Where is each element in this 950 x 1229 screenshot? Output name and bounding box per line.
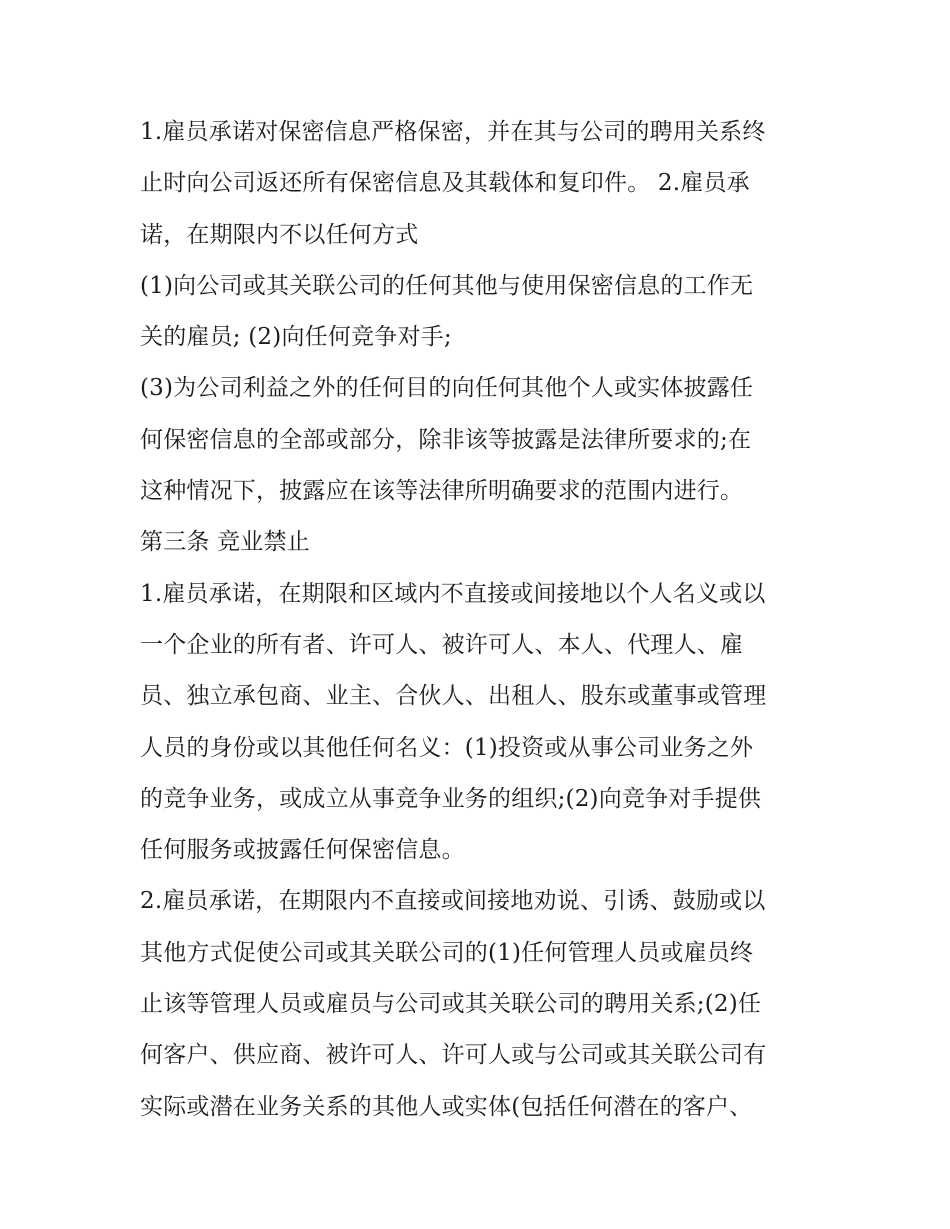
paragraph-line: 人员的身份或以其他任何名义：(1)投资或从事公司业务之外 — [140, 734, 754, 761]
paragraph-line: 实际或潜在业务关系的其他人或实体(包括任何潜在的客户、 — [140, 1093, 753, 1120]
paragraph-line: 1.雇员承诺对保密信息严格保密，并在其与公司的聘用关系终 — [140, 119, 766, 145]
paragraph-line: (1)向公司或其关联公司的任何其他与使用保密信息的工作无 — [140, 272, 754, 299]
paragraph-line: 其他方式促使公司或其关联公司的(1)任何管理人员或雇员终 — [140, 939, 754, 966]
paragraph-line: 关的雇员; (2)向任何竞争对手; — [140, 324, 452, 351]
section-heading: 第三条 竞业禁止 — [140, 529, 310, 556]
paragraph-line: 何保密信息的全部或部分，除非该等披露是法律所要求的;在 — [140, 426, 752, 453]
paragraph-line: (3)为公司利益之外的任何目的向任何其他个人或实体披露任 — [140, 375, 754, 402]
paragraph-line: 员、独立承包商、业主、合伙人、出租人、股东或董事或管理 — [140, 683, 767, 710]
paragraph-line: 2.雇员承诺，在期限内不直接或间接地劝说、引诱、鼓励或以 — [140, 888, 766, 915]
paragraph-line: 一个企业的所有者、许可人、被许可人、本人、代理人、雇 — [140, 631, 744, 658]
paragraph-line: 任何服务或披露任何保密信息。 — [140, 837, 465, 864]
paragraph-line: 的竞争业务，或成立从事竞争业务的组织;(2)向竞争对手提供 — [140, 785, 762, 812]
paragraph-line: 止该等管理人员或雇员与公司或其关联公司的聘用关系;(2)任 — [140, 991, 762, 1018]
paragraph-line: 诺，在期限内不以任何方式 — [140, 221, 419, 248]
document-body — [140, 107, 812, 1133]
paragraph-line: 这种情况下，披露应在该等法律所明确要求的范围内进行。 — [140, 478, 744, 505]
paragraph-line: 止时向公司返还所有保密信息及其载体和复印件。 2.雇员承 — [140, 170, 750, 197]
paragraph-line: 1.雇员承诺，在期限和区域内不直接或间接地以个人名义或以 — [140, 580, 766, 607]
paragraph-line: 何客户、供应商、被许可人、许可人或与公司或其关联公司有 — [140, 1042, 767, 1069]
